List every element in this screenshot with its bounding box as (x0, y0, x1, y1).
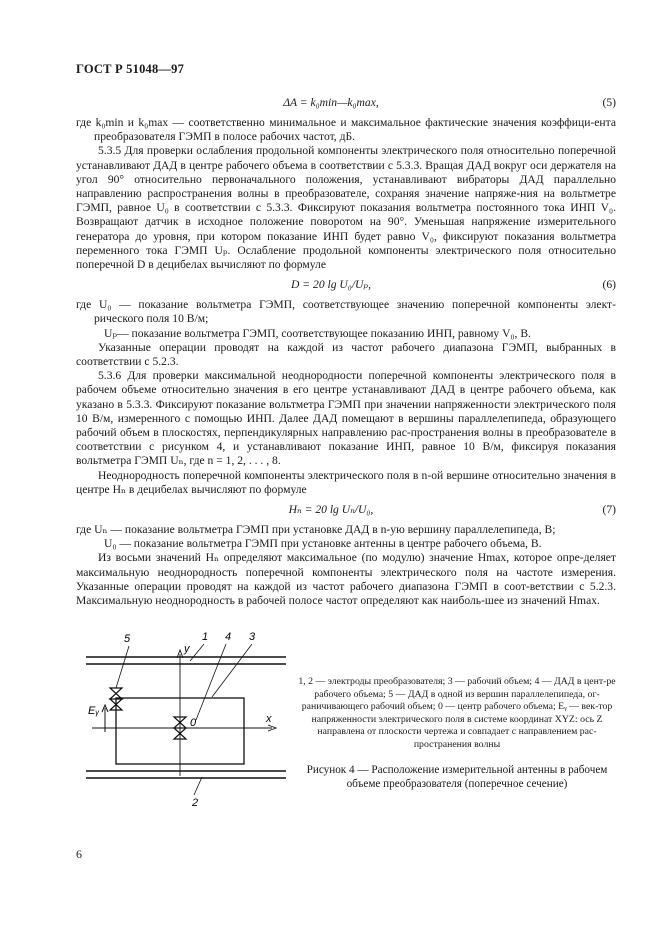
label-y: y (184, 643, 190, 655)
formula-number: (7) (602, 503, 616, 517)
formula-number: (6) (602, 278, 616, 292)
label-5: 5 (124, 633, 131, 645)
paragraph: где k₀min и k₀max — соответственно минимальное и максимальное фактические значения коэффици-ента преобразователя ГЭМП в полосе рабочих частот, дБ. (76, 116, 616, 144)
figure-caption: Рисунок 4 — Расположение измерительной антенны в рабочем объеме преобразователя (поперечное сечение) (306, 764, 608, 790)
leader-line-1 (190, 644, 204, 661)
label-1: 1 (202, 631, 209, 643)
label-origin: 0 (190, 717, 197, 729)
formula-expression: ΔA = k₀min—k₀max, (283, 96, 379, 109)
paragraph: Указанные операции проводят на каждой из частот рабочего диапазона ГЭМП, выбранных в соответствии с 5.2.3. (76, 340, 616, 369)
formula-number: (5) (602, 96, 616, 109)
label-x: x (266, 713, 272, 725)
formula-5 (76, 90, 616, 116)
formula-7 (76, 497, 616, 523)
leader-line-4 (196, 644, 226, 720)
definition: где U₀ — показание вольтметра ГЭМП, соответствующее значению поперечной компоненты элект-рического поля 10 В/м; (76, 298, 616, 326)
document-body (76, 90, 616, 608)
label-3: 3 (249, 631, 256, 643)
definition: где Uₙ — показание вольтметра ГЭМП при установке ДАД в n-ую вершину параллелепипеда, В; (76, 523, 556, 537)
leader-line-5 (116, 646, 129, 688)
cross-section-diagram (86, 628, 286, 808)
definition: Uₚ— показание вольтметра ГЭМП, соответствующее показанию ИНП, равному V₀, В. (104, 326, 531, 340)
definition: U₀ — показание вольтметра ГЭМП при установке антенны в центре рабочего объема, В. (104, 537, 542, 551)
paragraph: 5.3.6 Для проверки максимальной неоднородности поперечной компоненты электрического поля в рабочем объеме относительно значения в его центре устанавливают ДАД в центре рабочего объема, как указано в 5.3.3. Фиксируют показание вольтметра ГЭМП при значении напряженности электрического поля 10 В/м, измеренного с помощью ИНП. Далее ДАД помещают в вершины параллелепипеда, образующего рабочий объем в плоскостях, перпендикулярных направлению рас-пространения волны в преобразователе в соответствии с рисунком 4, и устанавливают показание ИНП, равное 10 В/м, фиксируя показания вольтметра ГЭМП Uₙ, где n = 1, 2, . . . , 8. (76, 369, 616, 468)
document-header: ГОСТ Р 51048—97 (76, 62, 185, 76)
page-number: 6 (76, 847, 82, 861)
paragraph: Из восьми значений Hₙ определяют максимальное (по модулю) значение Hmax, которое опре-деляет максимальную неоднородность поперечной компоненты электрического поля на частоте измерения. Указанные операции проводят на каждой из частот рабочего диапазона ГЭМП в соот-ветствии с 5.2.3. Максимальную неоднородность в рабочей полосе частот определяют как наиболь-шее из значений Hmax. (76, 551, 616, 608)
figure-legend: 1, 2 — электроды преобразователя; 3 — рабочий объем; 4 — ДАД в цент-ре рабочего объема; 5 — ДАД в одной из вершин параллелепипеда, ог-раничивающего рабочий объем; 0 — центр рабочего объема; Eᵧ — век-тор напряженности электрического поля в системе координат XYZ: ось Z направлена от плоскости чертежа и совпадает с направлением рас-пространения волны (298, 676, 616, 750)
label-e-y: Eᵧ (88, 705, 100, 717)
formula-expression: Hₙ = 20 lg Uₙ/U₀, (288, 503, 374, 517)
label-2: 2 (192, 797, 199, 808)
paragraph: 5.3.5 Для проверки ослабления продольной компоненты электрического поля относительно поперечной устанавливают ДАД в центре рабочего объема в соответствии с 5.3.3. Вращая ДАД вокруг оси держателя на угол 90° относительно первоначального положения, устанавливают вибраторы ДАД параллельно направлению распространения волны в преобразователе, сохраняя значение напряже-ния на вольтметре ГЭМП, равное U₀ в соответствии с 5.3.3. Фиксируют показания вольтметра постоянного тока ИНП V₀. Возвращают датчик в исходное положение поворотом на 90°. Уменьшая напряжение измерительного генератора до уровня, при котором показание ИНП будет равно V₀, фиксируют показания вольтметра переменного тока ГЭМП Uₚ. Ослабление продольной компоненты электрического поля относительно поперечной D в децибелах вычисляют по формуле (76, 144, 616, 272)
paragraph: Неоднородность поперечной компоненты электрического поля в n-ой вершине относительно значения в центре Hₙ в децибелах вычисляют по формуле (76, 468, 616, 496)
figure-4 (76, 628, 616, 808)
leader-line-2 (194, 777, 202, 795)
leader-line-3 (212, 644, 252, 697)
formula-6 (76, 272, 616, 298)
label-4: 4 (225, 631, 232, 643)
formula-expression: D = 20 lg U₀/Uₚ, (291, 278, 371, 292)
